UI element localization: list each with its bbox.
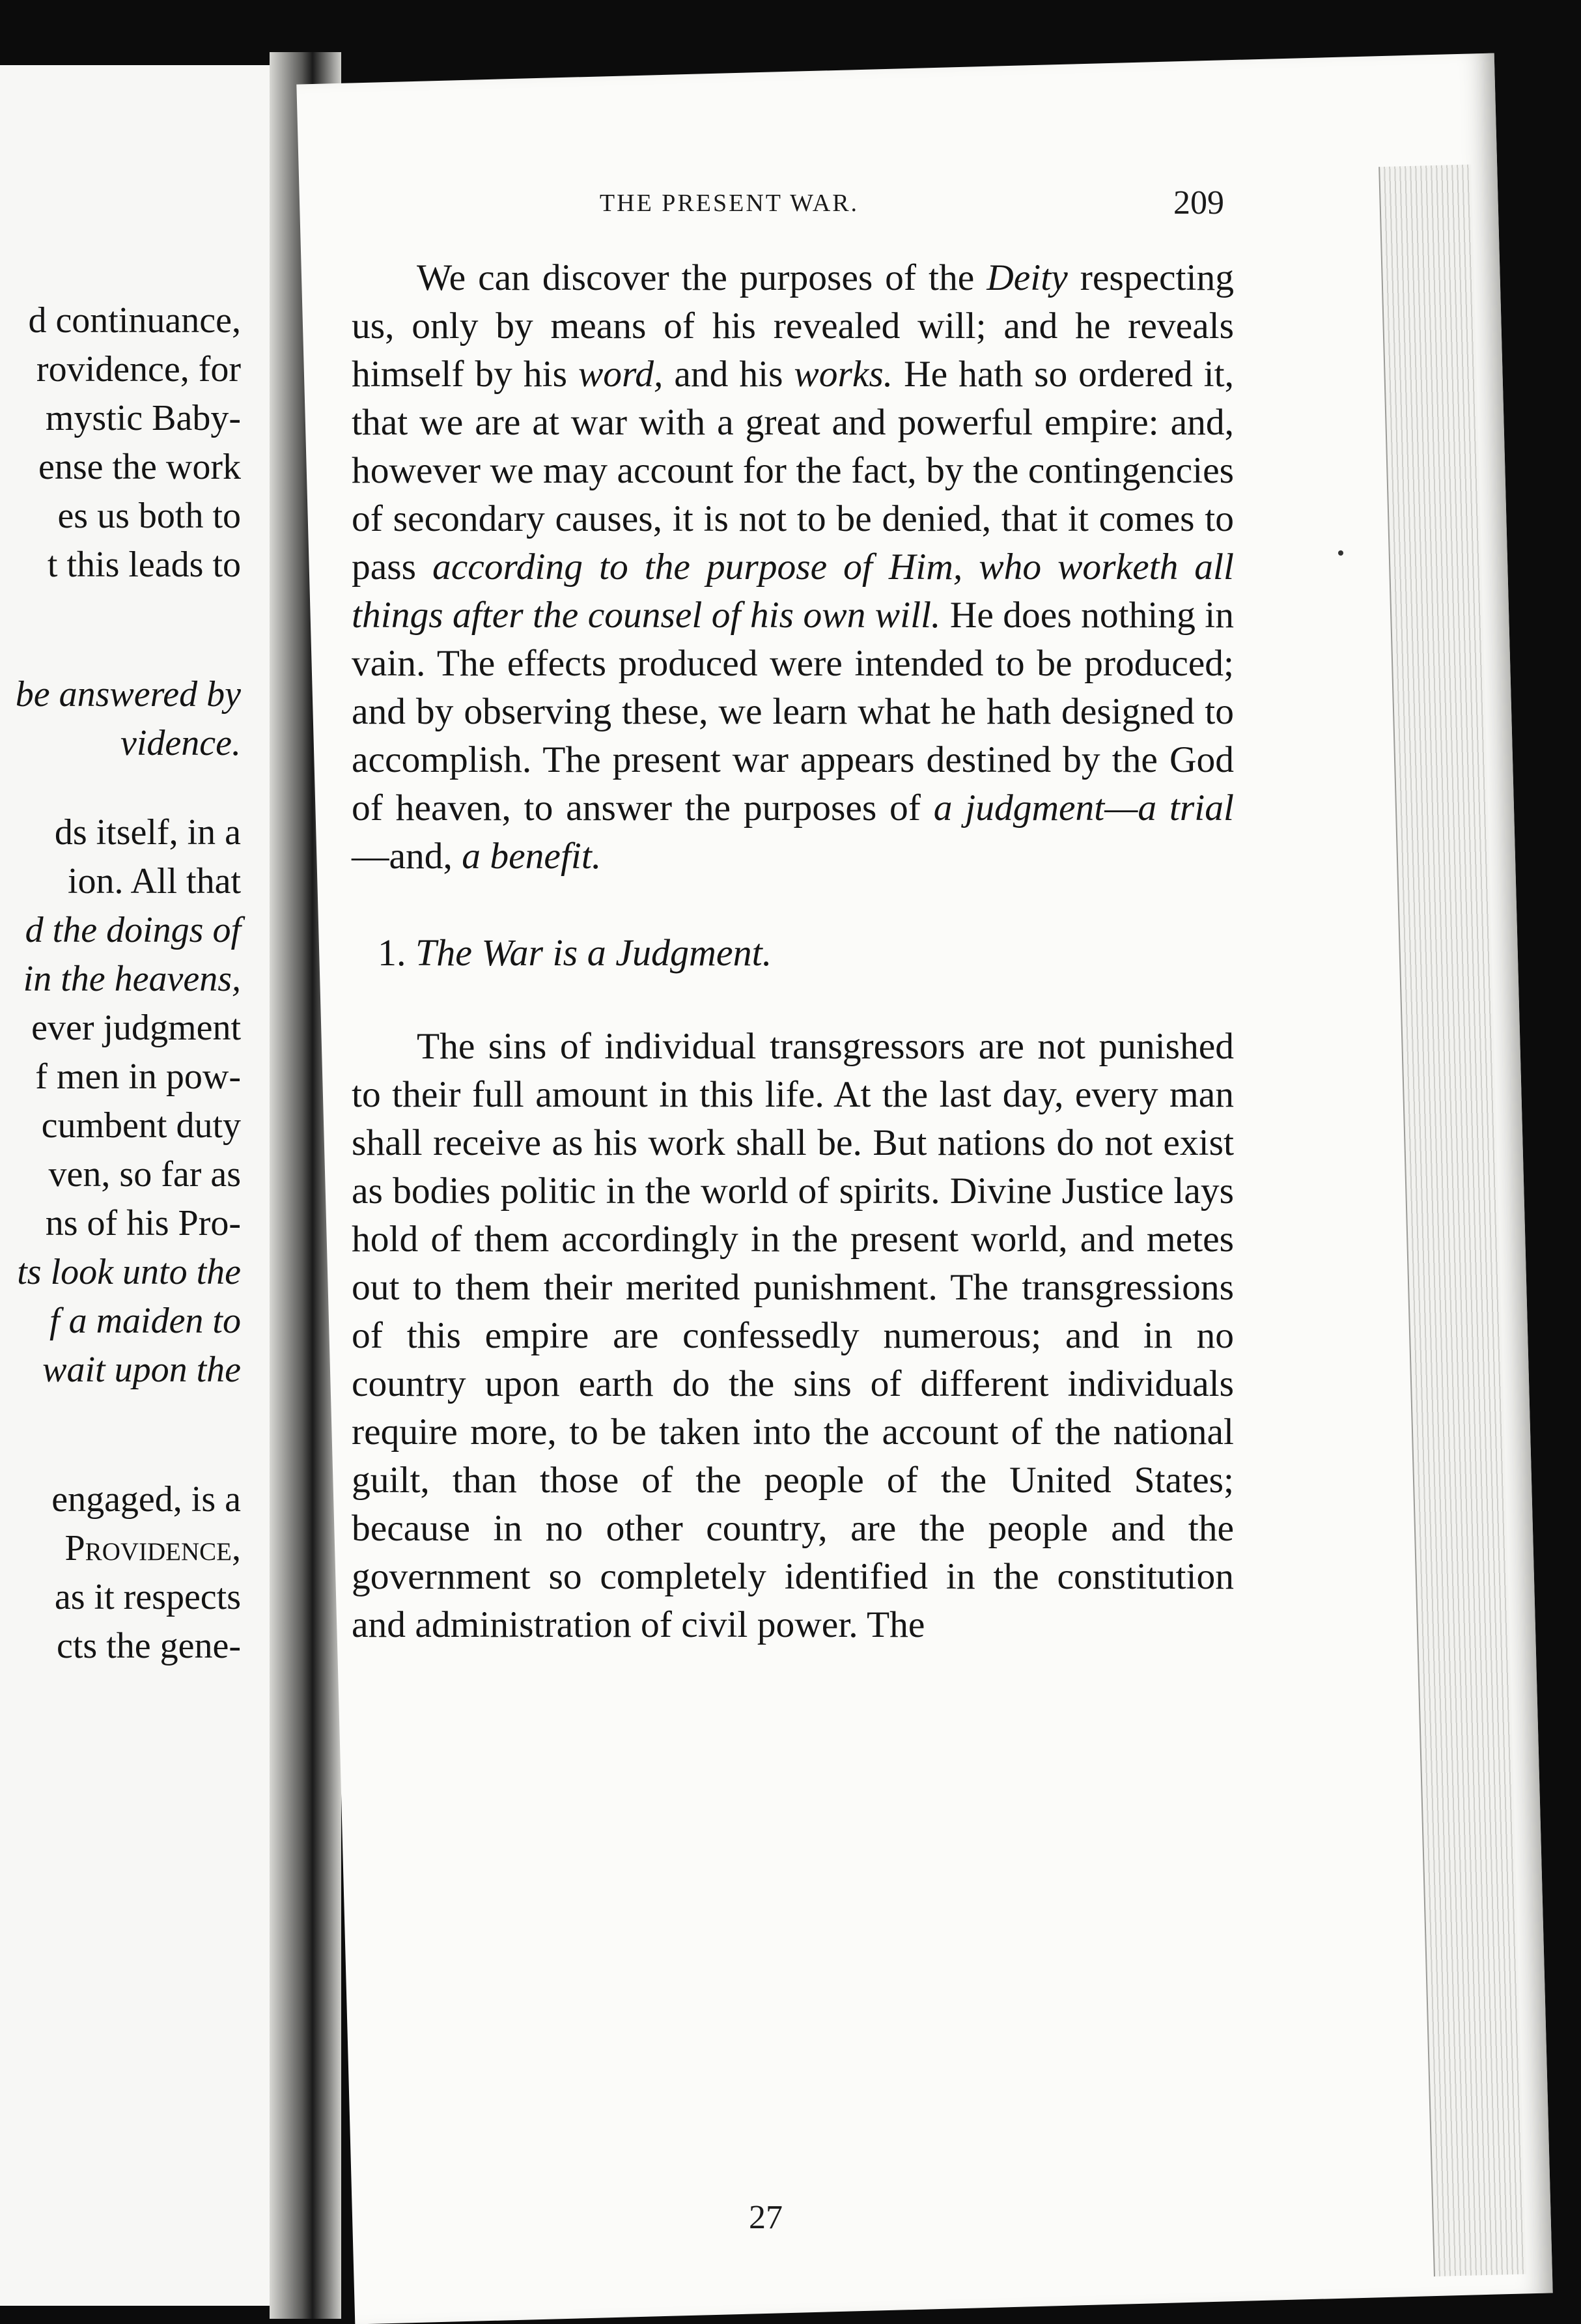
left-page-line: ds itself, in a	[54, 812, 241, 853]
ink-speck	[1338, 550, 1343, 556]
left-page-line: es us both to	[57, 496, 241, 536]
left-page-line: engaged, is a	[51, 1479, 241, 1520]
left-page-line: rovidence, for	[36, 349, 241, 390]
left-page-line: cumbent duty	[41, 1105, 241, 1146]
left-page-line: in the heavens,	[23, 959, 241, 999]
left-page-line: d continuance,	[28, 300, 241, 341]
left-page-line: d the doings of	[25, 910, 241, 950]
left-page-line: mystic Baby-	[45, 398, 241, 438]
left-page-line: t this leads to	[47, 545, 241, 585]
left-page-line: ts look unto the	[17, 1252, 241, 1292]
page-number: 209	[1173, 184, 1224, 221]
left-page-line	[0, 589, 241, 630]
running-head	[326, 184, 1224, 241]
left-page-line	[0, 1435, 241, 1475]
left-page-line	[0, 1395, 241, 1435]
left-page-text	[0, 296, 241, 1671]
paragraph-1: We can discover the purposes of the Deity respecting us, only by means of his revealed will; and he reveals himself by his word, and his works. He hath so ordered it, that we are at war with a great and powerful empire: and, however we may account for the fact, by the contingencies of secondary causes, it is not to be denied, that it comes to pass according to the purpose of Him, who worketh all things after the counsel of his own will. He does nothing in vain. The effects produced were intended to be produced; and by observing these, we learn what he hath designed to accomplish. The present war appears destined by the God of heaven, to answer the purposes of a judgment—a trial—and, a benefit.	[352, 257, 1235, 877]
running-title: THE PRESENT WAR.	[599, 190, 860, 217]
section-title: The War is a Judgment.	[415, 931, 772, 974]
section-number: 1.	[378, 931, 406, 974]
page-body	[352, 254, 1234, 1649]
left-page-line: Providence,	[64, 1528, 241, 1568]
left-page-line: as it respects	[54, 1577, 241, 1617]
page-edges	[1378, 164, 1526, 2276]
left-page-line: cts the gene-	[57, 1626, 241, 1666]
signature-mark: 27	[749, 2199, 783, 2236]
section-heading	[352, 929, 1234, 977]
left-page-line: f men in pow-	[35, 1056, 241, 1097]
left-page-line: ense the work	[38, 447, 241, 487]
left-page-line: ns of his Pro-	[45, 1203, 241, 1243]
left-page-line: vidence.	[120, 723, 241, 763]
left-page-line	[0, 768, 241, 808]
left-page-line: ion. All that	[68, 861, 241, 901]
paragraph-2: The sins of individual transgressors are not punished to their full amount in this life. At the last day, every man shall receive as his work shall be. But nations do not exist as bodies politic in the world of spirits. Divine Justice lays hold of them accordingly in the present world, and metes out to them their merited punishment. The transgressions of this empire are confessedly numerous; and in no country upon earth do the sins of different individuals require more, to be taken into the account of the national guilt, than those of the people of the United States; because in no other country, are the people and the government so completely identified in the constitution and administration of civil power. The	[352, 1026, 1234, 1645]
left-page-line	[0, 630, 241, 670]
left-page-line: be answered by	[15, 674, 241, 715]
left-page-line: wait upon the	[42, 1350, 241, 1390]
left-page-line: ever judgment	[31, 1008, 241, 1048]
left-page-line: ven, so far as	[48, 1154, 241, 1195]
left-page-line: f a maiden to	[49, 1301, 241, 1341]
